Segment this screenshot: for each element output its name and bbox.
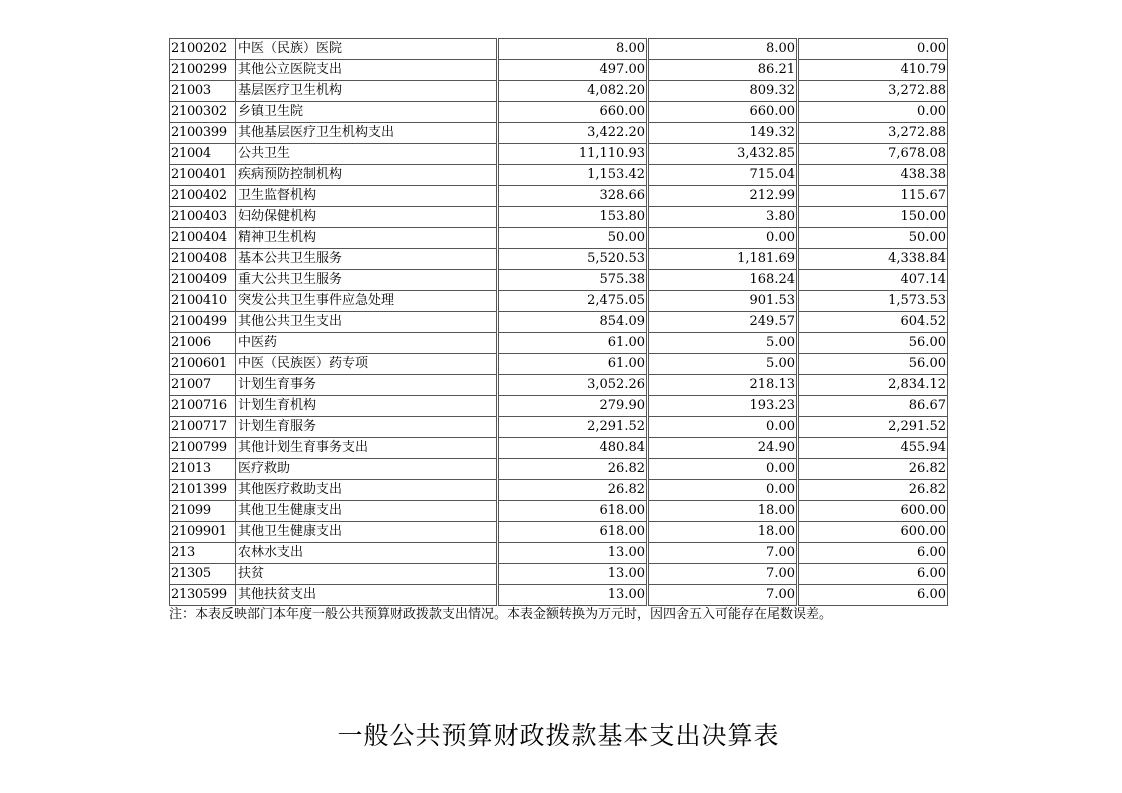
account-name-cell: 突发公共卫生事件应急处理 (236, 291, 498, 312)
account-code-cell: 21099 (170, 501, 236, 522)
account-code-cell: 2100601 (170, 354, 236, 375)
table-row (170, 228, 948, 249)
total-expenditure-cell: 618.00 (498, 501, 648, 522)
account-code-cell: 21006 (170, 333, 236, 354)
account-code-cell: 21004 (170, 144, 236, 165)
project-expenditure-cell: 438.38 (798, 165, 948, 186)
account-name-cell: 精神卫生机构 (236, 228, 498, 249)
account-code-cell: 2100401 (170, 165, 236, 186)
project-expenditure-cell: 1,573.53 (798, 291, 948, 312)
account-code-cell: 2100299 (170, 60, 236, 81)
table-row (170, 438, 948, 459)
basic-expenditure-cell: 218.13 (648, 375, 798, 396)
account-code-cell: 2100403 (170, 207, 236, 228)
basic-expenditure-cell: 24.90 (648, 438, 798, 459)
table-row (170, 60, 948, 81)
project-expenditure-cell: 4,338.84 (798, 249, 948, 270)
project-expenditure-cell: 86.67 (798, 396, 948, 417)
total-expenditure-cell: 5,520.53 (498, 249, 648, 270)
account-code-cell: 2100716 (170, 396, 236, 417)
account-name-cell: 卫生监督机构 (236, 186, 498, 207)
total-expenditure-cell: 13.00 (498, 564, 648, 585)
table-row (170, 39, 948, 60)
total-expenditure-cell: 618.00 (498, 522, 648, 543)
total-expenditure-cell: 4,082.20 (498, 81, 648, 102)
total-expenditure-cell: 8.00 (498, 39, 648, 60)
table-row (170, 543, 948, 564)
account-name-cell: 其他公立医院支出 (236, 60, 498, 81)
basic-expenditure-cell: 0.00 (648, 459, 798, 480)
table-row (170, 207, 948, 228)
account-name-cell: 中医（民族）医院 (236, 39, 498, 60)
account-name-cell: 妇幼保健机构 (236, 207, 498, 228)
total-expenditure-cell: 26.82 (498, 459, 648, 480)
account-code-cell: 21003 (170, 81, 236, 102)
total-expenditure-cell: 153.80 (498, 207, 648, 228)
account-code-cell: 2100399 (170, 123, 236, 144)
project-expenditure-cell: 7,678.08 (798, 144, 948, 165)
table-row (170, 417, 948, 438)
account-code-cell: 2100409 (170, 270, 236, 291)
total-expenditure-cell: 13.00 (498, 585, 648, 606)
total-expenditure-cell: 575.38 (498, 270, 648, 291)
account-code-cell: 2100302 (170, 102, 236, 123)
total-expenditure-cell: 497.00 (498, 60, 648, 81)
total-expenditure-cell: 2,291.52 (498, 417, 648, 438)
expenditure-table (169, 38, 948, 606)
total-expenditure-cell: 13.00 (498, 543, 648, 564)
basic-expenditure-cell: 18.00 (648, 501, 798, 522)
basic-expenditure-cell: 7.00 (648, 564, 798, 585)
account-name-cell: 扶贫 (236, 564, 498, 585)
project-expenditure-cell: 2,834.12 (798, 375, 948, 396)
project-expenditure-cell: 3,272.88 (798, 81, 948, 102)
account-code-cell: 2100410 (170, 291, 236, 312)
total-expenditure-cell: 26.82 (498, 480, 648, 501)
basic-expenditure-cell: 5.00 (648, 354, 798, 375)
account-name-cell: 其他卫生健康支出 (236, 501, 498, 522)
total-expenditure-cell: 328.66 (498, 186, 648, 207)
table-row (170, 396, 948, 417)
account-name-cell: 其他公共卫生支出 (236, 312, 498, 333)
basic-expenditure-cell: 193.23 (648, 396, 798, 417)
account-name-cell: 中医药 (236, 333, 498, 354)
account-code-cell: 2100408 (170, 249, 236, 270)
project-expenditure-cell: 604.52 (798, 312, 948, 333)
basic-expenditure-cell: 0.00 (648, 417, 798, 438)
basic-expenditure-cell: 0.00 (648, 228, 798, 249)
project-expenditure-cell: 50.00 (798, 228, 948, 249)
account-name-cell: 其他扶贫支出 (236, 585, 498, 606)
basic-expenditure-cell: 168.24 (648, 270, 798, 291)
account-name-cell: 其他卫生健康支出 (236, 522, 498, 543)
account-code-cell: 2100499 (170, 312, 236, 333)
project-expenditure-cell: 6.00 (798, 543, 948, 564)
account-name-cell: 中医（民族医）药专项 (236, 354, 498, 375)
total-expenditure-cell: 3,052.26 (498, 375, 648, 396)
table-row (170, 123, 948, 144)
total-expenditure-cell: 3,422.20 (498, 123, 648, 144)
table-row (170, 144, 948, 165)
table-row (170, 333, 948, 354)
basic-expenditure-cell: 5.00 (648, 333, 798, 354)
total-expenditure-cell: 11,110.93 (498, 144, 648, 165)
account-name-cell: 公共卫生 (236, 144, 498, 165)
project-expenditure-cell: 3,272.88 (798, 123, 948, 144)
account-name-cell: 重大公共卫生服务 (236, 270, 498, 291)
table-row (170, 102, 948, 123)
account-code-cell: 2130599 (170, 585, 236, 606)
project-expenditure-cell: 0.00 (798, 39, 948, 60)
project-expenditure-cell: 2,291.52 (798, 417, 948, 438)
account-name-cell: 其他基层医疗卫生机构支出 (236, 123, 498, 144)
basic-expenditure-cell: 8.00 (648, 39, 798, 60)
basic-expenditure-cell: 3,432.85 (648, 144, 798, 165)
account-name-cell: 计划生育服务 (236, 417, 498, 438)
basic-expenditure-cell: 18.00 (648, 522, 798, 543)
account-name-cell: 基本公共卫生服务 (236, 249, 498, 270)
account-name-cell: 计划生育事务 (236, 375, 498, 396)
next-section-title: 一般公共预算财政拨款基本支出决算表 (337, 721, 780, 750)
table-row (170, 501, 948, 522)
account-code-cell: 21007 (170, 375, 236, 396)
account-name-cell: 基层医疗卫生机构 (236, 81, 498, 102)
total-expenditure-cell: 61.00 (498, 354, 648, 375)
account-code-cell: 2101399 (170, 480, 236, 501)
basic-expenditure-cell: 149.32 (648, 123, 798, 144)
table-row (170, 585, 948, 606)
account-code-cell: 213 (170, 543, 236, 564)
project-expenditure-cell: 600.00 (798, 522, 948, 543)
project-expenditure-cell: 115.67 (798, 186, 948, 207)
basic-expenditure-cell: 660.00 (648, 102, 798, 123)
total-expenditure-cell: 2,475.05 (498, 291, 648, 312)
table-row (170, 249, 948, 270)
table-row (170, 270, 948, 291)
basic-expenditure-cell: 901.53 (648, 291, 798, 312)
project-expenditure-cell: 455.94 (798, 438, 948, 459)
table-row (170, 564, 948, 585)
project-expenditure-cell: 56.00 (798, 333, 948, 354)
expenditure-table-container (169, 38, 948, 606)
account-code-cell: 21305 (170, 564, 236, 585)
total-expenditure-cell: 854.09 (498, 312, 648, 333)
basic-expenditure-cell: 0.00 (648, 480, 798, 501)
project-expenditure-cell: 150.00 (798, 207, 948, 228)
account-code-cell: 21013 (170, 459, 236, 480)
basic-expenditure-cell: 86.21 (648, 60, 798, 81)
account-name-cell: 医疗救助 (236, 459, 498, 480)
account-code-cell: 2100404 (170, 228, 236, 249)
project-expenditure-cell: 410.79 (798, 60, 948, 81)
table-row (170, 165, 948, 186)
basic-expenditure-cell: 809.32 (648, 81, 798, 102)
account-name-cell: 乡镇卫生院 (236, 102, 498, 123)
project-expenditure-cell: 6.00 (798, 564, 948, 585)
account-name-cell: 疾病预防控制机构 (236, 165, 498, 186)
basic-expenditure-cell: 212.99 (648, 186, 798, 207)
account-name-cell: 其他计划生育事务支出 (236, 438, 498, 459)
account-code-cell: 2109901 (170, 522, 236, 543)
project-expenditure-cell: 407.14 (798, 270, 948, 291)
project-expenditure-cell: 0.00 (798, 102, 948, 123)
table-row (170, 291, 948, 312)
account-code-cell: 2100717 (170, 417, 236, 438)
total-expenditure-cell: 61.00 (498, 333, 648, 354)
table-footnote: 注：本表反映部门本年度一般公共预算财政拨款支出情况。本表金额转换为万元时，因四舍五入可能存在尾数误差。 (169, 607, 833, 622)
total-expenditure-cell: 50.00 (498, 228, 648, 249)
project-expenditure-cell: 26.82 (798, 459, 948, 480)
table-row (170, 81, 948, 102)
basic-expenditure-cell: 715.04 (648, 165, 798, 186)
account-code-cell: 2100799 (170, 438, 236, 459)
project-expenditure-cell: 600.00 (798, 501, 948, 522)
table-row (170, 312, 948, 333)
project-expenditure-cell: 6.00 (798, 585, 948, 606)
total-expenditure-cell: 1,153.42 (498, 165, 648, 186)
basic-expenditure-cell: 1,181.69 (648, 249, 798, 270)
table-row (170, 186, 948, 207)
account-name-cell: 农林水支出 (236, 543, 498, 564)
basic-expenditure-cell: 3.80 (648, 207, 798, 228)
table-row (170, 354, 948, 375)
account-code-cell: 2100202 (170, 39, 236, 60)
table-row (170, 459, 948, 480)
basic-expenditure-cell: 7.00 (648, 543, 798, 564)
expenditure-table-body (170, 39, 948, 606)
basic-expenditure-cell: 7.00 (648, 585, 798, 606)
table-row (170, 480, 948, 501)
total-expenditure-cell: 279.90 (498, 396, 648, 417)
account-code-cell: 2100402 (170, 186, 236, 207)
table-row (170, 375, 948, 396)
account-name-cell: 其他医疗救助支出 (236, 480, 498, 501)
total-expenditure-cell: 660.00 (498, 102, 648, 123)
total-expenditure-cell: 480.84 (498, 438, 648, 459)
table-row (170, 522, 948, 543)
basic-expenditure-cell: 249.57 (648, 312, 798, 333)
account-name-cell: 计划生育机构 (236, 396, 498, 417)
project-expenditure-cell: 56.00 (798, 354, 948, 375)
project-expenditure-cell: 26.82 (798, 480, 948, 501)
